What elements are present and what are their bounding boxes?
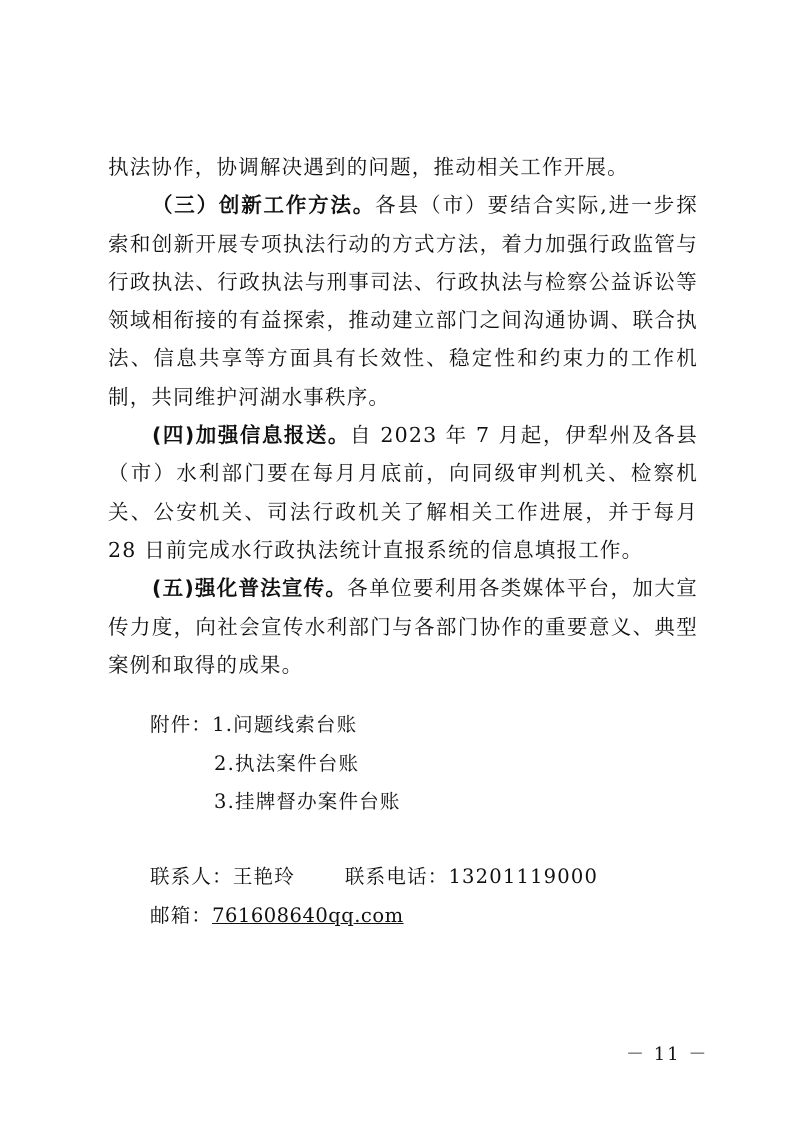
contact-phone-label: 联系电话：: [344, 865, 449, 888]
email-label: 邮箱：: [150, 903, 213, 927]
attachments-list: [150, 706, 401, 822]
paragraph-2: [108, 186, 698, 416]
paragraph-3-body: 自 2023 年 7 月起，伊犁州及各县（市）水利部门要在每月月底前，向同级审判机关、检察机关、公安机关、司法行政机关了解相关工作进展，并于每月 28 日前完成水行政执法统计直报系统的信息填报工作。: [108, 423, 698, 562]
paragraph-3-heading: (四)加强信息报送。: [152, 423, 350, 448]
contact-phone: 13201119000: [448, 865, 599, 888]
body-text: [108, 148, 698, 684]
contact-person-name: 王艳玲: [232, 865, 295, 888]
paragraph-4-body: 各单位要利用各类媒体平台，加大宣传力度，向社会宣传水利部门与各部门协作的重要意义、典型案例和取得的成果。: [108, 576, 698, 677]
paragraph-4-heading: (五)强化普法宣传。: [152, 576, 348, 601]
attachment-row: [150, 706, 401, 745]
paragraph-4: [108, 569, 698, 684]
paragraph-2-body: 各县（市）要结合实际,进一步探索和创新开展专项执法行动的方式方法，着力加强行政监管与行政执法、行政执法与刑事司法、行政执法与检察公益诉讼等领域相衔接的有益探索，推动建立部门之间沟通协调、联合执法、信息共享等方面具有长效性、稳定性和约束力的工作机制，共同维护河湖水事秩序。: [108, 193, 699, 409]
page-number: － 11 －: [626, 1044, 709, 1065]
paragraph-3: [108, 416, 698, 569]
paragraph-1: 执法协作，协调解决遇到的问题，推动相关工作开展。: [108, 155, 629, 179]
attachment-item: 3.挂牌督办案件台账: [214, 790, 401, 813]
attachments-label: 附件：: [150, 713, 213, 736]
attachment-item: 2.执法案件台账: [214, 751, 360, 775]
contact-block: [150, 858, 598, 935]
email-link[interactable]: 761608640qq.com: [212, 903, 404, 927]
contact-person-label: 联系人：: [150, 865, 233, 888]
email-row: [150, 897, 598, 936]
attachment-item: 1.问题线索台账: [212, 713, 358, 736]
contact-row: [150, 858, 598, 897]
paragraph-2-heading: （三）创新工作方法。: [152, 193, 376, 218]
